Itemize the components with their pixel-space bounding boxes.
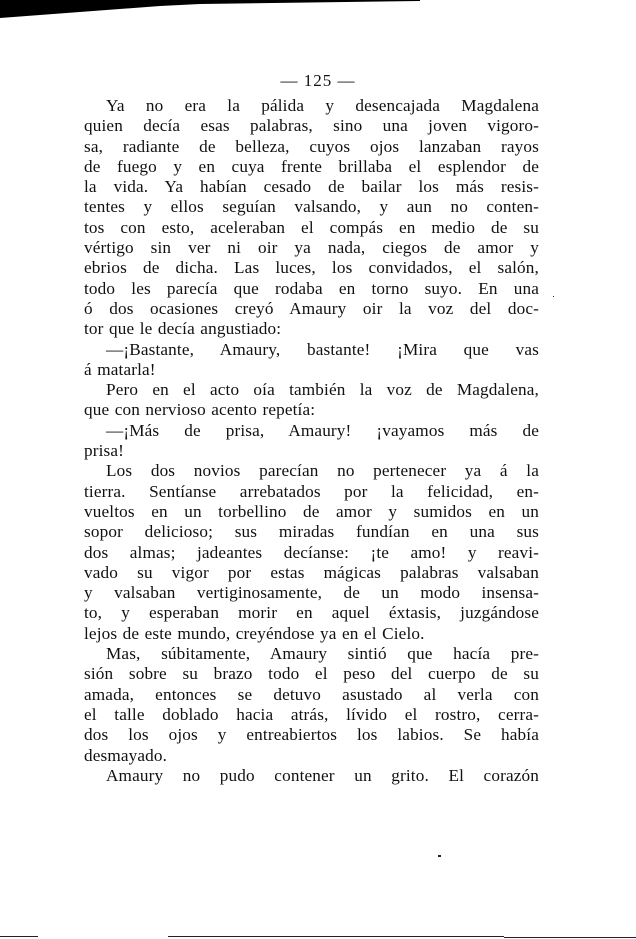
- text-line: desmayado.: [84, 745, 168, 765]
- text-line: y valsaban vertiginosamente, de un modo insensa-: [84, 583, 539, 603]
- paragraph-first-line: Los dos novios parecían no pertenecer ya á la: [106, 461, 539, 481]
- text-line: de fuego y en cuya frente brillaba el esplendor de: [84, 156, 539, 176]
- paragraph-first-line: —¡Más de prisa, Amaury! ¡vayamos más de: [106, 420, 539, 440]
- paragraph-first-line: Ya no era la pálida y desencajada Magdalena: [106, 96, 539, 115]
- text-line: to, y esperaban morir en aquel éxtasis, juzgándose: [84, 603, 539, 623]
- text-line: lejos de este mundo, creyéndose ya en el Cielo.: [84, 623, 425, 643]
- text-line: el talle doblado hacia atrás, lívido el rostro, cerra-: [84, 704, 539, 724]
- body-text: [84, 96, 539, 786]
- scan-bottom-edge-left: [0, 936, 38, 937]
- text-line: que con nervioso acento repetía:: [84, 400, 316, 420]
- text-line: vado su vigor por estas mágicas palabras valsaban: [84, 562, 539, 582]
- text-line: amada, entonces se detuvo asustado al verla con: [84, 684, 539, 704]
- text-line: quien decía esas palabras, sino una joven vigoro-: [84, 116, 539, 136]
- scan-bottom-edge-right: [504, 937, 636, 938]
- text-line: tos con esto, aceleraban el compás en medio de su: [84, 217, 539, 237]
- text-line: dos los ojos y entreabiertos los labios. Se había: [84, 725, 539, 745]
- text-line: tentes y ellos seguían valsando, y aun no conten-: [84, 197, 539, 217]
- text-line: tor que le decía angustiado:: [84, 319, 282, 339]
- text-line: vueltos en un torbellino de amor y sumidos en un: [84, 501, 539, 521]
- text-line: todo les parecía que rodaba en torno suyo. En una: [84, 278, 539, 298]
- scan-bottom-edge-center: [168, 936, 504, 937]
- text-line: ó dos ocasiones creyó Amaury oir la voz del doc-: [84, 298, 539, 318]
- scan-border-shadow: [0, 0, 420, 20]
- text-line: sa, radiante de belleza, cuyos ojos lanzaban rayos: [84, 136, 539, 156]
- scan-speck: [438, 855, 441, 857]
- scan-speck: [553, 296, 554, 297]
- text-line: prisa!: [84, 441, 125, 461]
- text-line: la vida. Ya habían cesado de bailar los más resis-: [84, 177, 539, 197]
- page-number: — 125 —: [280, 71, 356, 90]
- text-line: vértigo sin ver ni oir ya nada, ciegos de amor y: [84, 238, 539, 258]
- paragraph-first-line: Pero en el acto oía también la voz de Magdalena,: [106, 380, 539, 400]
- text-line: tierra. Sentíanse arrebatados por la felicidad, en-: [84, 481, 539, 501]
- text-line: ebrios de dicha. Las luces, los convidados, el salón,: [84, 258, 539, 278]
- text-line: sión sobre su brazo todo el peso del cuerpo de su: [84, 664, 539, 684]
- paragraph-first-line: Mas, súbitamente, Amaury sintió que hacía pre-: [106, 644, 539, 664]
- text-line: á matarla!: [84, 359, 156, 379]
- paragraph-first-line: Amaury no pudo contener un grito. El corazón: [106, 765, 539, 785]
- text-line: dos almas; jadeantes decíanse: ¡te amo! y reavi-: [84, 542, 539, 562]
- text-line: sopor delicioso; sus miradas fundían en una sus: [84, 522, 539, 542]
- paragraph-first-line: —¡Bastante, Amaury, bastante! ¡Mira que vas: [106, 339, 539, 359]
